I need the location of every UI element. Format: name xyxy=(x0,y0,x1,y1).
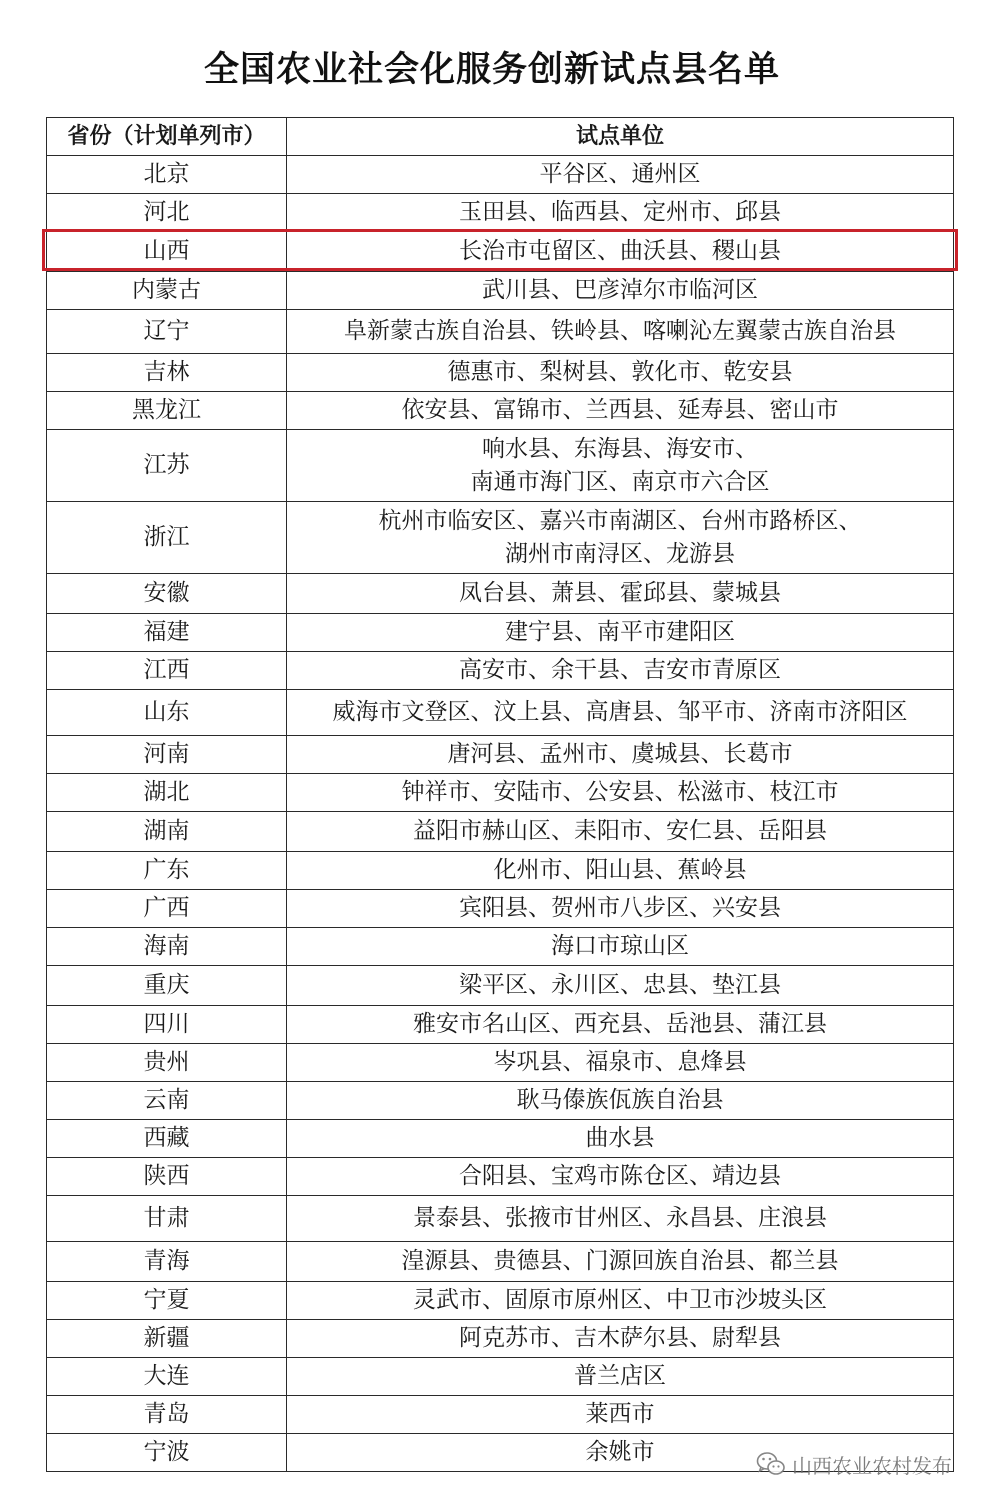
units-cell xyxy=(287,890,954,928)
units-cell xyxy=(287,966,954,1006)
pilot-county-table xyxy=(46,117,954,1472)
province-cell: 北京 xyxy=(47,156,287,194)
units-cell xyxy=(287,1158,954,1196)
table-row xyxy=(47,1158,954,1196)
table-row xyxy=(47,690,954,736)
table-row xyxy=(47,392,954,430)
units-line: 宾阳县、贺州市八步区、兴安县 xyxy=(459,895,781,921)
table-row xyxy=(47,852,954,890)
units-line: 阿克苏市、吉木萨尔县、尉犁县 xyxy=(459,1325,781,1351)
table-row xyxy=(47,1242,954,1282)
units-cell xyxy=(287,1082,954,1120)
table-row xyxy=(47,1396,954,1434)
units-cell xyxy=(287,1242,954,1282)
table-row xyxy=(47,156,954,194)
units-cell xyxy=(287,774,954,812)
units-cell xyxy=(287,194,954,232)
units-line: 响水县、东海县、海安市、 xyxy=(482,435,758,462)
units-cell xyxy=(287,852,954,890)
units-cell xyxy=(287,1320,954,1358)
province-cell: 内蒙古 xyxy=(47,272,287,310)
units-cell xyxy=(287,1282,954,1320)
header-units: 试点单位 xyxy=(287,118,954,156)
province-cell: 重庆 xyxy=(47,966,287,1006)
units-line: 景泰县、张掖市甘州区、永昌县、庄浪县 xyxy=(413,1205,827,1231)
table-row xyxy=(47,574,954,614)
units-cell xyxy=(287,652,954,690)
units-line: 雅安市名山区、西充县、岳池县、蒲江县 xyxy=(413,1011,827,1037)
table-row xyxy=(47,1196,954,1242)
province-cell: 广东 xyxy=(47,852,287,890)
units-line: 凤台县、萧县、霍邱县、蒙城县 xyxy=(459,580,781,606)
table-row xyxy=(47,1320,954,1358)
wechat-icon xyxy=(756,1451,786,1477)
units-line: 湖州市南浔区、龙游县 xyxy=(505,540,735,567)
province-cell: 吉林 xyxy=(47,354,287,392)
units-line: 平谷区、通州区 xyxy=(539,161,701,187)
units-cell xyxy=(287,430,954,502)
units-line: 高安市、余干县、吉安市青原区 xyxy=(459,657,781,683)
watermark xyxy=(756,1447,952,1481)
table-body xyxy=(47,156,954,1472)
province-cell: 四川 xyxy=(47,1006,287,1044)
units-cell xyxy=(287,690,954,736)
units-line: 普兰店区 xyxy=(574,1363,666,1389)
province-cell: 青海 xyxy=(47,1242,287,1282)
table-row xyxy=(47,1006,954,1044)
table-row xyxy=(47,652,954,690)
units-cell xyxy=(287,392,954,430)
province-cell: 甘肃 xyxy=(47,1196,287,1242)
units-line: 莱西市 xyxy=(585,1401,655,1427)
province-cell: 福建 xyxy=(47,614,287,652)
units-cell xyxy=(287,232,954,272)
province-cell: 新疆 xyxy=(47,1320,287,1358)
table-row xyxy=(47,194,954,232)
units-line: 梁平区、永川区、忠县、垫江县 xyxy=(459,972,781,998)
units-cell xyxy=(287,736,954,774)
page-title: 全国农业社会化服务创新试点县名单 xyxy=(203,50,780,90)
units-line: 耿马傣族佤族自治县 xyxy=(516,1087,724,1113)
units-line: 威海市文登区、汶上县、高唐县、邹平市、济南市济阳区 xyxy=(332,699,908,725)
units-line: 依安县、富锦市、兰西县、延寿县、密山市 xyxy=(401,397,839,423)
units-line: 武川县、巴彦淖尔市临河区 xyxy=(482,277,758,303)
units-line: 钟祥市、安陆市、公安县、松滋市、枝江市 xyxy=(401,779,839,805)
header-province: 省份（计划单列市） xyxy=(47,118,287,156)
units-line: 岑巩县、福泉市、息烽县 xyxy=(493,1049,747,1075)
units-line: 南通市海门区、南京市六合区 xyxy=(470,468,770,495)
province-cell: 山西 xyxy=(47,232,287,272)
table-row xyxy=(47,736,954,774)
province-cell: 河北 xyxy=(47,194,287,232)
units-cell xyxy=(287,272,954,310)
table-header-row xyxy=(47,118,954,156)
table-row xyxy=(47,1044,954,1082)
province-cell: 宁波 xyxy=(47,1434,287,1472)
province-cell: 大连 xyxy=(47,1358,287,1396)
units-line: 化州市、阳山县、蕉岭县 xyxy=(493,857,747,883)
table-row xyxy=(47,928,954,966)
table-row xyxy=(47,502,954,574)
table-row xyxy=(47,812,954,852)
province-cell: 浙江 xyxy=(47,502,287,574)
table-row xyxy=(47,1282,954,1320)
units-cell xyxy=(287,1196,954,1242)
units-line: 玉田县、临西县、定州市、邱县 xyxy=(459,199,781,225)
province-cell: 江苏 xyxy=(47,430,287,502)
province-cell: 河南 xyxy=(47,736,287,774)
table-row xyxy=(47,1082,954,1120)
units-line: 阜新蒙古族自治县、铁岭县、喀喇沁左翼蒙古族自治县 xyxy=(344,318,896,344)
units-line: 合阳县、宝鸡市陈仓区、靖边县 xyxy=(459,1163,781,1189)
province-cell: 黑龙江 xyxy=(47,392,287,430)
units-cell xyxy=(287,156,954,194)
units-cell xyxy=(287,928,954,966)
table-row xyxy=(47,354,954,392)
units-cell xyxy=(287,1396,954,1434)
province-cell: 青岛 xyxy=(47,1396,287,1434)
province-cell: 宁夏 xyxy=(47,1282,287,1320)
province-cell: 湖北 xyxy=(47,774,287,812)
watermark-text: 山西农业农村发布 xyxy=(792,1453,952,1478)
units-line: 益阳市赫山区、耒阳市、安仁县、岳阳县 xyxy=(413,818,827,844)
units-cell xyxy=(287,354,954,392)
units-line: 湟源县、贵德县、门源回族自治县、都兰县 xyxy=(401,1248,839,1274)
table-row xyxy=(47,614,954,652)
table-row xyxy=(47,1120,954,1158)
table-row xyxy=(47,890,954,928)
province-cell: 海南 xyxy=(47,928,287,966)
table-row xyxy=(47,1358,954,1396)
units-line: 德惠市、梨树县、敦化市、乾安县 xyxy=(447,359,793,385)
table-row xyxy=(47,430,954,502)
province-cell: 广西 xyxy=(47,890,287,928)
province-cell: 山东 xyxy=(47,690,287,736)
units-line: 曲水县 xyxy=(585,1125,655,1151)
province-cell: 安徽 xyxy=(47,574,287,614)
units-cell xyxy=(287,614,954,652)
units-line: 海口市琼山区 xyxy=(551,933,689,959)
province-cell: 贵州 xyxy=(47,1044,287,1082)
province-cell: 陕西 xyxy=(47,1158,287,1196)
table-row xyxy=(47,272,954,310)
province-cell: 湖南 xyxy=(47,812,287,852)
units-line: 建宁县、南平市建阳区 xyxy=(505,619,735,645)
units-cell xyxy=(287,1358,954,1396)
province-cell: 西藏 xyxy=(47,1120,287,1158)
province-cell: 江西 xyxy=(47,652,287,690)
table-row xyxy=(47,310,954,354)
units-line: 唐河县、孟州市、虞城县、长葛市 xyxy=(447,741,793,767)
units-line: 余姚市 xyxy=(585,1439,655,1465)
units-line: 杭州市临安区、嘉兴市南湖区、台州市路桥区、 xyxy=(378,507,862,534)
province-cell: 辽宁 xyxy=(47,310,287,354)
units-cell xyxy=(287,1120,954,1158)
units-cell xyxy=(287,1006,954,1044)
units-cell xyxy=(287,310,954,354)
province-cell: 云南 xyxy=(47,1082,287,1120)
units-cell xyxy=(287,812,954,852)
units-line: 灵武市、固原市原州区、中卫市沙坡头区 xyxy=(413,1287,827,1313)
table-row xyxy=(47,774,954,812)
units-cell xyxy=(287,1044,954,1082)
table-row xyxy=(47,966,954,1006)
units-cell xyxy=(287,574,954,614)
units-line: 长治市屯留区、曲沃县、稷山县 xyxy=(459,238,781,264)
table-row xyxy=(47,232,954,272)
units-cell xyxy=(287,502,954,574)
